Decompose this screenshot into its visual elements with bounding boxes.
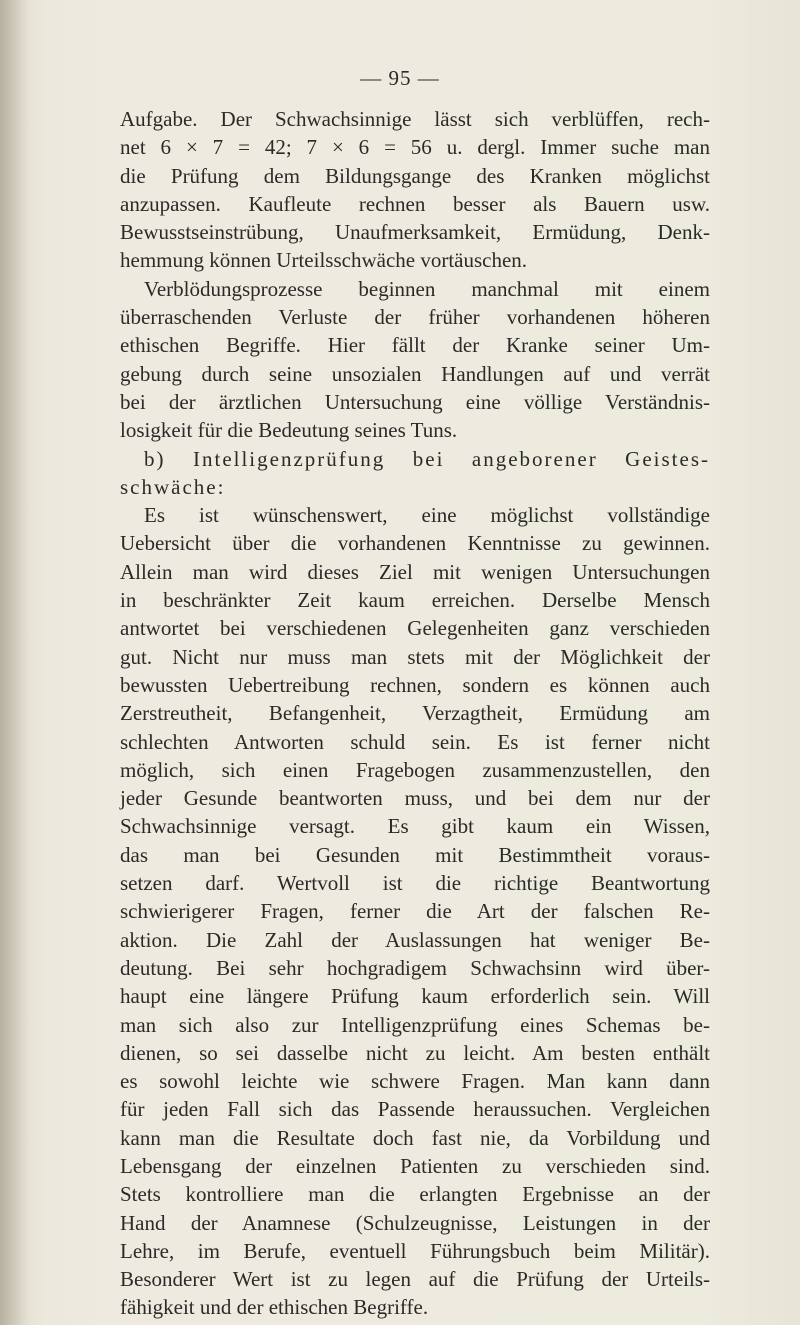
text-line: net 6 × 7 = 42; 7 × 6 = 56 u. dergl. Immer suche man bbox=[120, 135, 710, 160]
text-line: bewussten Uebertreibung rechnen, sondern es können auch bbox=[120, 672, 710, 697]
text-line: hemmung können Urteilsschwäche vortäuschen. bbox=[120, 248, 528, 273]
text-line: Uebersicht über die vorhandenen Kenntnisse zu gewinnen. bbox=[120, 531, 710, 556]
text-line: Besonderer Wert ist zu legen auf die Prüfung der Urteils- bbox=[120, 1267, 710, 1292]
text-line: in beschränkter Zeit kaum erreichen. Derselbe Mensch bbox=[120, 588, 710, 613]
text-line: für jeden Fall sich das Passende heraussuchen. Vergleichen bbox=[120, 1097, 710, 1122]
text-line: Zerstreutheit, Befangenheit, Verzagtheit, Ermüdung am bbox=[120, 701, 710, 726]
text-line: möglich, sich einen Fragebogen zusammenzustellen, den bbox=[120, 757, 710, 782]
text-line: man sich also zur Intelligenzprüfung eines Schemas be- bbox=[120, 1012, 710, 1037]
page-number: — 95 — bbox=[360, 66, 440, 90]
text-line: Aufgabe. Der Schwachsinnige lässt sich verblüffen, rech- bbox=[120, 107, 710, 131]
text-line: das man bei Gesunden mit Bestimmtheit voraus- bbox=[120, 842, 710, 867]
text-line: Es ist wünschenswert, eine möglichst vollständige bbox=[144, 503, 710, 528]
section-heading: schwäche: bbox=[120, 474, 226, 499]
text-line: Stets kontrolliere man die erlangten Ergebnisse an der bbox=[120, 1182, 710, 1207]
text-line: kann man die Resultate doch fast nie, da Vorbildung und bbox=[120, 1125, 710, 1150]
text-line: haupt eine längere Prüfung kaum erforderlich sein. Will bbox=[120, 984, 710, 1009]
text-line: ethischen Begriffe. Hier fällt der Kranke seiner Um- bbox=[120, 333, 710, 358]
text-line: antwortet bei verschiedenen Gelegenheiten ganz verschieden bbox=[120, 616, 710, 641]
text-line: jeder Gesunde beantworten muss, und bei dem nur der bbox=[120, 786, 710, 811]
text-line: überraschenden Verluste der früher vorhandenen höheren bbox=[120, 305, 710, 330]
text-line: anzupassen. Kaufleute rechnen besser als Bauern usw. bbox=[120, 191, 710, 216]
text-line: Hand der Anamnese (Schulzeugnisse, Leistungen in der bbox=[120, 1210, 710, 1235]
section-heading: b) Intelligenzprüfung bei angeborener Geistes- bbox=[144, 446, 710, 471]
text-line: gut. Nicht nur muss man stets mit der Möglichkeit der bbox=[120, 644, 710, 669]
text-line: schlechten Antworten schuld sein. Es ist ferner nicht bbox=[120, 729, 710, 754]
text-line: Lehre, im Berufe, eventuell Führungsbuch beim Militär). bbox=[120, 1238, 710, 1263]
text-line: losigkeit für die Bedeutung seines Tuns. bbox=[120, 418, 458, 443]
text-line: die Prüfung dem Bildungsgange des Kranken möglichst bbox=[120, 163, 710, 188]
text-line: aktion. Die Zahl der Auslassungen hat weniger Be- bbox=[120, 927, 710, 952]
text-line: Verblödungsprozesse beginnen manchmal mit einem bbox=[144, 276, 710, 301]
text-line: es sowohl leichte wie schwere Fragen. Man kann dann bbox=[120, 1069, 710, 1094]
text-line: fähigkeit und der ethischen Begriffe. bbox=[120, 1295, 429, 1320]
text-line: gebung durch seine unsozialen Handlungen auf und verrät bbox=[120, 361, 710, 386]
text-line: deutung. Bei sehr hochgradigem Schwachsinn wird über- bbox=[120, 955, 710, 980]
text-line: Schwachsinnige versagt. Es gibt kaum ein Wissen, bbox=[120, 814, 710, 839]
body-text bbox=[120, 105, 710, 1322]
binding-shadow bbox=[0, 0, 30, 1325]
text-line: bei der ärztlichen Untersuchung eine völlige Verständnis- bbox=[120, 389, 710, 414]
text-line: Allein man wird dieses Ziel mit wenigen Untersuchungen bbox=[120, 559, 710, 584]
text-line: schwierigerer Fragen, ferner die Art der falschen Re- bbox=[120, 899, 710, 924]
text-line: setzen darf. Wertvoll ist die richtige Beantwortung bbox=[120, 871, 710, 896]
text-line: Bewusstseinstrübung, Unaufmerksamkeit, Ermüdung, Denk- bbox=[120, 220, 710, 245]
text-line: dienen, so sei dasselbe nicht zu leicht. Am besten enthält bbox=[120, 1040, 710, 1065]
text-line: Lebensgang der einzelnen Patienten zu verschieden sind. bbox=[120, 1153, 710, 1178]
